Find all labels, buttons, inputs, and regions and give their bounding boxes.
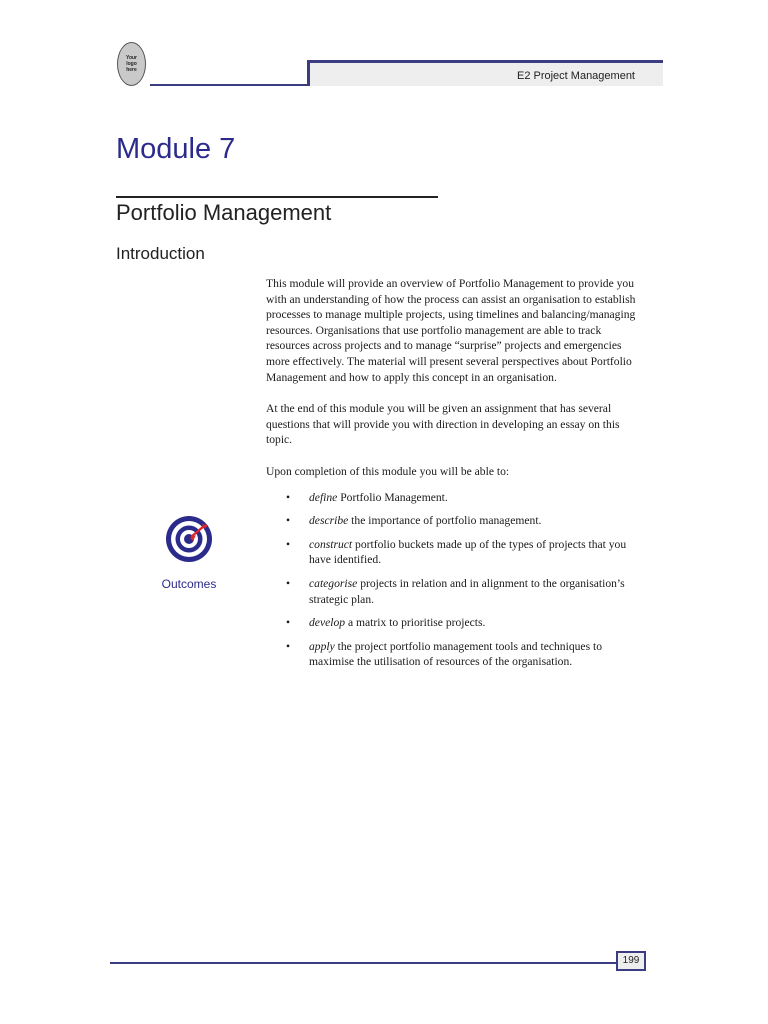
logo-placeholder	[117, 42, 146, 86]
bullet-icon: •	[286, 576, 291, 590]
module-title: Module 7	[116, 133, 236, 165]
header-title: E2 Project Management	[516, 70, 635, 82]
outcomes-lead-paragraph: Upon completion of this module you will be able to:	[266, 464, 510, 478]
outcome-verb: categorise	[309, 576, 358, 590]
header-title-box	[307, 60, 663, 86]
list-item	[266, 615, 646, 631]
bullet-icon: •	[286, 490, 291, 504]
footer-rule	[110, 962, 616, 964]
list-item	[266, 537, 646, 568]
outcome-verb: apply	[309, 639, 335, 653]
section-title: Portfolio Management	[116, 200, 332, 225]
header-rule	[150, 84, 308, 86]
outcome-text: Portfolio Management.	[337, 490, 448, 504]
title-rule	[116, 196, 438, 198]
outcome-text: portfolio buckets made up of the types of projects that you have identified.	[309, 537, 627, 567]
logo-text-line-3: here	[126, 67, 137, 73]
intro-paragraph: This module will provide an overview of Portfolio Management to provide you with an understanding of how the process can assist an organisation to establish processes to manage multiple projects, using timelines and balancing/managing resources. Organisations that use portfolio management are able to track resources across projects and to manage “surprise” projects and emergencies more effectively. The material will present several perspectives about Portfolio Management and how to apply this concept in an organisation.	[266, 277, 636, 384]
list-item	[266, 490, 646, 506]
outcome-verb: develop	[309, 616, 346, 630]
target-icon	[164, 514, 214, 564]
outcome-text: the project portfolio management tools and techniques to maximise the utilisation of resources of the organisation.	[309, 639, 602, 669]
logo-text-line-2: logo	[126, 61, 137, 67]
outcome-verb: describe	[309, 514, 349, 528]
outcome-list	[266, 490, 646, 670]
page-number: 199	[616, 951, 646, 971]
outcome-text: the importance of portfolio management.	[348, 514, 542, 528]
outcome-verb: define	[309, 490, 338, 504]
list-item	[266, 513, 646, 529]
list-item	[266, 576, 646, 607]
bullet-icon: •	[286, 514, 291, 528]
outcomes-label: Outcomes	[161, 577, 217, 591]
outcome-verb: construct	[309, 537, 353, 551]
outcome-text: projects in relation and in alignment to the organisation’s strategic plan.	[309, 576, 625, 606]
outcome-text: a matrix to prioritise projects.	[345, 616, 486, 630]
bullet-icon: •	[286, 537, 291, 551]
assignment-paragraph: At the end of this module you will be given an assignment that has several questions that will provide you with direction in developing an essay on this topic.	[266, 402, 620, 447]
logo-text-line-1: Your	[125, 55, 138, 61]
list-item	[266, 639, 646, 670]
subsection-title: Introduction	[116, 244, 205, 263]
bullet-icon: •	[286, 639, 291, 653]
body-text	[266, 276, 646, 678]
bullet-icon: •	[286, 616, 291, 630]
